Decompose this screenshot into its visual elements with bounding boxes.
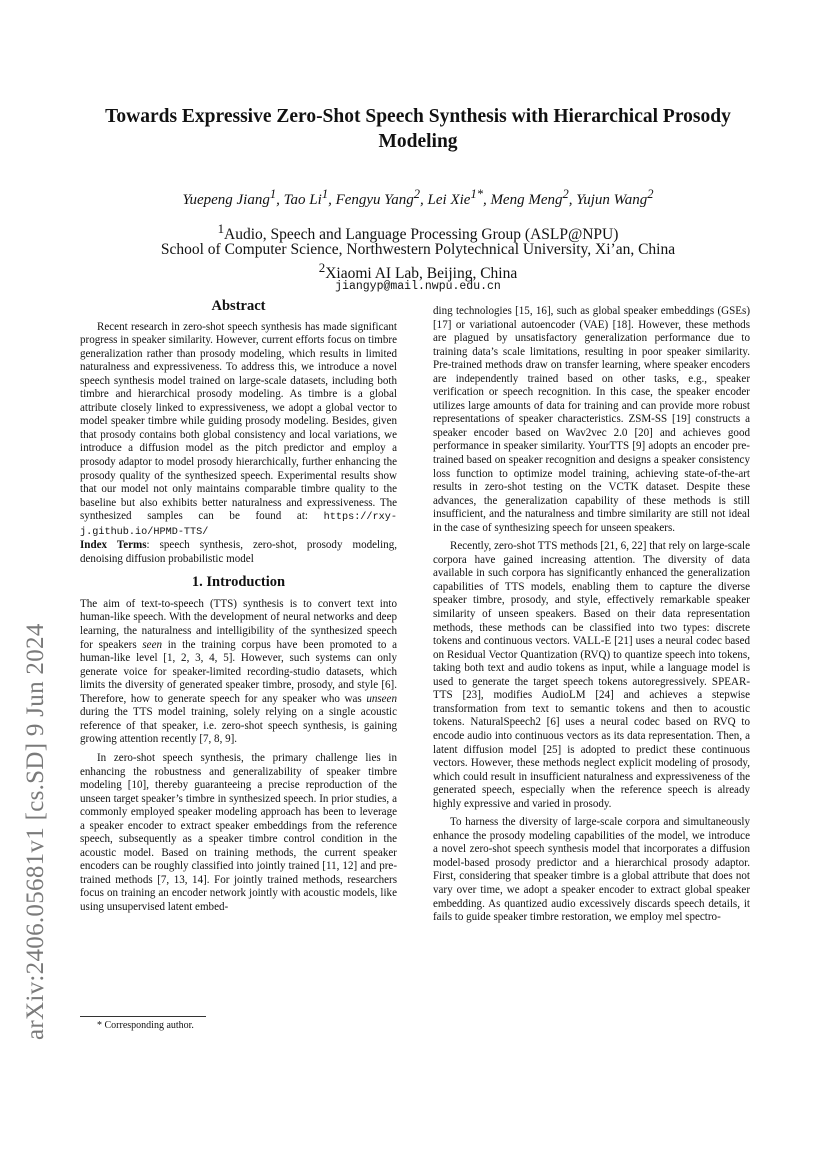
author-name: Meng Meng (490, 192, 563, 208)
affiliation-text: Audio, Speech and Language Processing Group (ASLP@NPU) (224, 226, 619, 244)
author-affiliation-mark: 2 (647, 187, 654, 201)
author-separator: , (328, 192, 336, 208)
contact-email: jiangyp@mail.nwpu.edu.cn (335, 280, 501, 293)
affiliation-mark: 2 (318, 260, 326, 275)
affiliation-line-2: School of Computer Science, Northwestern Polytechnical University, Xi’an, China (160, 241, 676, 258)
samples-url-link[interactable]: https://rxy-j.github.io/HPMD-TTS/ (80, 512, 397, 538)
intro-paragraph-1 (80, 598, 397, 747)
intro-text: during the TTS model training, solely relying on a single acoustic reference of that speaker, i.e. zero-shot speech synthesis, is gaining growing attention recently [7, 8, 9]. (80, 706, 397, 746)
intro-emphasis: unseen (366, 692, 397, 705)
paper-title: Towards Expressive Zero-Shot Speech Synthesis with Hierarchical Prosody Modeling (105, 106, 731, 152)
index-terms-label: Index Terms (80, 539, 147, 552)
author-affiliation-mark: 2 (562, 187, 569, 201)
index-terms (80, 539, 397, 566)
author-name: Yujun Wang (576, 192, 648, 208)
author-affiliation-mark: 1 (321, 187, 329, 201)
abstract-text: Recent research in zero-shot speech synthesis has made significant progress in speaker similarity. However, current efforts focus on timbre generalization rather than prosody modeling, which results in limited naturalness and expressiveness. To address this, we introduce a novel speech synthesis model trained on large-scale datasets, including both timbre and hierarchical prosody modeling. As timbre is a global attribute closely linked to expressiveness, we adopt a global vector to model speaker timbre while guiding prosody modeling. Besides, given that prosody contains both global consistency and local variations, we introduce a diffusion model as the pitch predictor and employ a prosody adaptor to model prosody hierarchically, further enhancing the prosody quality of the synthesized speech. Experimental results show that our model not only maintains comparable timbre quality to the baseline but also exhibits better naturalness and expressiveness. The synthesized samples can be found at: (80, 320, 397, 523)
author-name: Tao Li (283, 192, 322, 208)
author-name: Lei Xie (427, 192, 471, 208)
intro-text: The aim of text-to-speech (TTS) synthesis is to convert text into human-like speech. With the development of neural networks and deep learning, the naturalness and intelligibility of the synthesized speech for speakers (80, 597, 397, 651)
affiliation-text: Xiaomi AI Lab, Beijing, China (325, 265, 518, 283)
footnote-divider (80, 1016, 206, 1017)
intro-paragraph-2: In zero-shot speech synthesis, the primary challenge lies in enhancing the robustness and generalizability of speaker timbre modeling [10], thereby guaranteeing a precise reproduction of the unseen target speaker’s timbre in synthesized speech. In prior studies, a commonly employed speaker modeling approach has been to leverage a speaker encoder to extract speaker embeddings from the reference speech, subsequently as a speaker timbre control condition in the acoustic model. Based on training methods, the current speaker encoders can be roughly classified into jointly trained [11, 12] and pre-trained methods [7, 13, 14]. For jointly trained methods, researchers focus on training an encoder network jointly with acoustic models, like using unsupervised latent embed- (80, 751, 397, 913)
affiliation-mark: 1 (217, 221, 225, 236)
intro-paragraph-4: To harness the diversity of large-scale corpora and simultaneously enhance the prosody modeling capabilities of the model, we introduce a novel zero-shot speech synthesis model that incorporates a diffusion model-based prosody predictor and a hierarchical prosody adaptor. First, considering that speaker timbre is a global attribute that does not vary over time, we adopt a speaker encoder to extract global speaker embedding. As quantized audio excessively discards speech details, it fails to guide speaker timbre restoration, we employ mel spectro- (433, 816, 750, 924)
footnote-corresponding-author: * Corresponding author. (97, 1020, 194, 1031)
right-column (433, 305, 750, 925)
intro-paragraph-3: Recently, zero-shot TTS methods [21, 6, 22] that rely on large-scale corpora have gained increasing attention. The diversity of data available in such corpora has significantly enhanced the generalization capabilities of TTS models, enabling them to capture the diverse speaker timbre, prosody, and style, effectively remarkable speaker similarity of unseen speakers. Based on their data representation methods, these methods can be classified into two types: discrete tokens and continuous vectors. VALL-E [21] uses a neural codec based on Residual Vector Quantization (RVQ) to quantize speech into tokens, taking both text and audio tokens as input, while a language model is used to generate the target speech tokens autoregressively. SPEAR-TTS [23], modifies AudioLM [24] and achieves a stepwise transformation from text to semantic tokens and then to acoustic tokens. NaturalSpeech2 [6] uses a neural codec based on RVQ to encode audio into continuous vectors as its data representation. Then, a latent diffusion model [25] is adopted to predict these continuous vectors. However, these methods neglect explicit modeling of prosody, which could result in insufficient naturalness and expressiveness of the generated speech, especially when the reference speech is already highly expressive and varied in prosody. (433, 540, 750, 810)
author-separator: , (568, 192, 577, 208)
author-name: Yuepeng Jiang (182, 192, 270, 208)
abstract-heading: Abstract (211, 298, 266, 314)
introduction-heading: 1. Introduction (191, 574, 286, 591)
author-affiliation-mark: 1* (470, 187, 483, 201)
intro-emphasis: seen (142, 638, 163, 651)
author-separator: , (276, 192, 284, 208)
left-column (80, 300, 397, 915)
author-name: Fengyu Yang (335, 192, 414, 208)
intro-text: in the training corpus have been promoted to a human-like level [1, 2, 3, 4, 5]. However, such systems can only generate voice for speaker-limited recording-studio datasets, which limits the diversity of generated speaker timbre, prosody, and style [6]. Therefore, how to generate speech for any speaker who was (80, 638, 398, 705)
author-affiliation-mark: 2 (413, 187, 421, 201)
arxiv-identifier-stamp: arXiv:2406.05681v1 [cs.SD] 9 Jun 2024 (22, 623, 49, 1040)
author-separator: , (482, 192, 491, 208)
index-terms-text: : speech synthesis, zero-shot, prosody modeling, denoising diffusion probabilistic model (80, 539, 397, 565)
abstract-body (80, 321, 397, 540)
author-list (80, 187, 756, 209)
intro-paragraph-2-continued: ding technologies [15, 16], such as global speaker embeddings (GSEs) [17] or variational autoencoder (VAE) [18]. However, these methods are plagued by unsatisfactory generalization performance due to training data’s scale limitations, resulting in poor speaker similarity. Pre-trained methods draw on transfer learning, where speaker encoders are independently trained based on other tasks, e.g., speaker verification or speech recognition. In this case, the speaker encoder utilizes large amounts of data for training and can provide more robust representations of speaker characteristics. ZSM-SS [19] constructs a speaker encoder based on Wav2vec 2.0 [20] and achieves good performance in speaker similarity. YourTTS [9] adopts an encoder pre-trained based on speaker recognition and designs a speaker consistency loss function to optimize model training, achieving state-of-the-art results in zero-shot testing on the VCTK dataset. Despite these advances, the generalization capability of these methods is still insufficient, and the naturalness and timbre similarity are still not ideal in the case of synthesizing speech for unseen speakers. (433, 305, 750, 534)
author-separator: , (420, 192, 428, 208)
author-affiliation-mark: 1 (269, 187, 277, 201)
